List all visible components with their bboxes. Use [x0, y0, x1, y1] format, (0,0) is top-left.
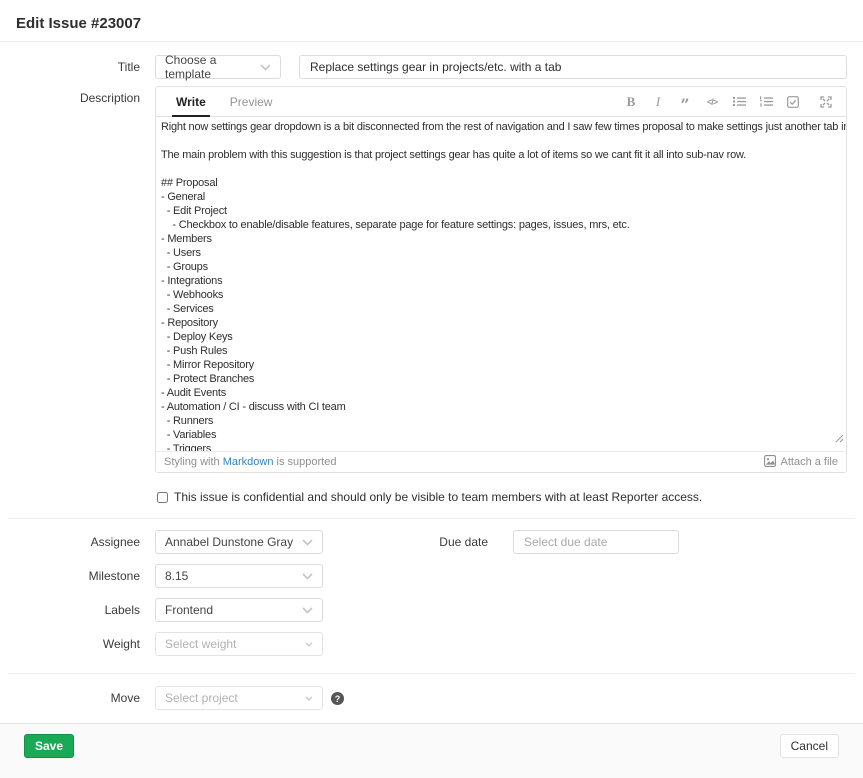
- tab-preview[interactable]: Preview: [229, 94, 273, 109]
- description-label: Description: [79, 91, 140, 105]
- attach-file-button[interactable]: [764, 455, 838, 470]
- move-row: [0, 686, 863, 710]
- assignee-select[interactable]: [155, 530, 323, 554]
- numbered-list-icon[interactable]: [758, 94, 774, 110]
- image-attach-icon: [764, 455, 776, 470]
- template-select[interactable]: [155, 55, 281, 79]
- cancel-button[interactable]: Cancel: [780, 734, 839, 758]
- assignee-label: Assignee: [90, 535, 140, 549]
- caret-down-icon: [305, 642, 313, 647]
- milestone-select-value: 8.15: [165, 569, 189, 583]
- edit-issue-form: [0, 42, 863, 710]
- markdown-toolbar: [623, 87, 838, 116]
- bullet-list-icon[interactable]: [731, 94, 747, 110]
- title-label: Title: [117, 60, 140, 74]
- form-actions: [0, 723, 863, 778]
- assignee-due-row: [0, 530, 863, 554]
- caret-down-icon: [305, 696, 313, 701]
- markdown-editor-header: [156, 87, 846, 117]
- tab-write[interactable]: Write: [164, 87, 218, 116]
- milestone-row: [0, 564, 863, 588]
- task-list-icon[interactable]: [785, 94, 801, 110]
- italic-icon[interactable]: I: [655, 93, 661, 109]
- styling-hint: Styling with Markdown is supported: [164, 456, 337, 468]
- chevron-down-icon: [260, 64, 271, 71]
- code-icon[interactable]: </>: [706, 96, 717, 107]
- save-button[interactable]: Save: [24, 734, 74, 758]
- due-date-label: Due date: [439, 535, 488, 549]
- confidential-label: This issue is confidential and should only be visible to team members with at least Reporter access.: [174, 490, 703, 504]
- chevron-down-icon: [302, 539, 313, 546]
- weight-label: Weight: [102, 637, 140, 651]
- divider: [8, 673, 855, 674]
- due-date-input[interactable]: [513, 530, 679, 554]
- weight-select[interactable]: [155, 632, 323, 656]
- markdown-editor: [155, 86, 847, 473]
- bold-icon[interactable]: B: [626, 93, 636, 109]
- labels-row: [0, 598, 863, 622]
- fullscreen-icon[interactable]: [818, 94, 834, 110]
- attach-file-label: Attach a file: [780, 456, 838, 468]
- meta-section: [0, 530, 863, 656]
- quote-icon[interactable]: ”: [680, 95, 690, 114]
- move-label: Move: [110, 691, 140, 705]
- weight-row: [0, 632, 863, 656]
- issue-title-input[interactable]: [299, 55, 847, 79]
- chevron-down-icon: [302, 573, 313, 580]
- chevron-down-icon: [302, 607, 313, 614]
- labels-select-value: Frontend: [165, 603, 214, 617]
- page-header: [0, 0, 863, 42]
- help-icon[interactable]: ?: [331, 692, 344, 705]
- markdown-link[interactable]: Markdown: [222, 456, 274, 468]
- weight-select-placeholder: Select weight: [165, 637, 237, 651]
- resize-handle[interactable]: [835, 430, 844, 448]
- assignee-select-value: Annabel Dunstone Gray: [165, 535, 294, 549]
- description-row: [0, 86, 863, 473]
- template-select-value: Choose a template: [165, 53, 217, 81]
- confidential-row: [0, 490, 863, 504]
- milestone-select[interactable]: [155, 564, 323, 588]
- labels-select[interactable]: [155, 598, 323, 622]
- description-textarea[interactable]: [156, 117, 846, 451]
- markdown-editor-footer: [156, 451, 846, 472]
- page-title: Edit Issue #23007: [16, 15, 142, 32]
- confidential-checkbox[interactable]: [157, 492, 168, 503]
- labels-label: Labels: [104, 603, 140, 617]
- move-select-placeholder: Select project: [165, 691, 238, 705]
- title-row: [0, 55, 863, 79]
- milestone-label: Milestone: [88, 569, 140, 583]
- move-project-select[interactable]: [155, 686, 323, 710]
- divider: [8, 518, 855, 519]
